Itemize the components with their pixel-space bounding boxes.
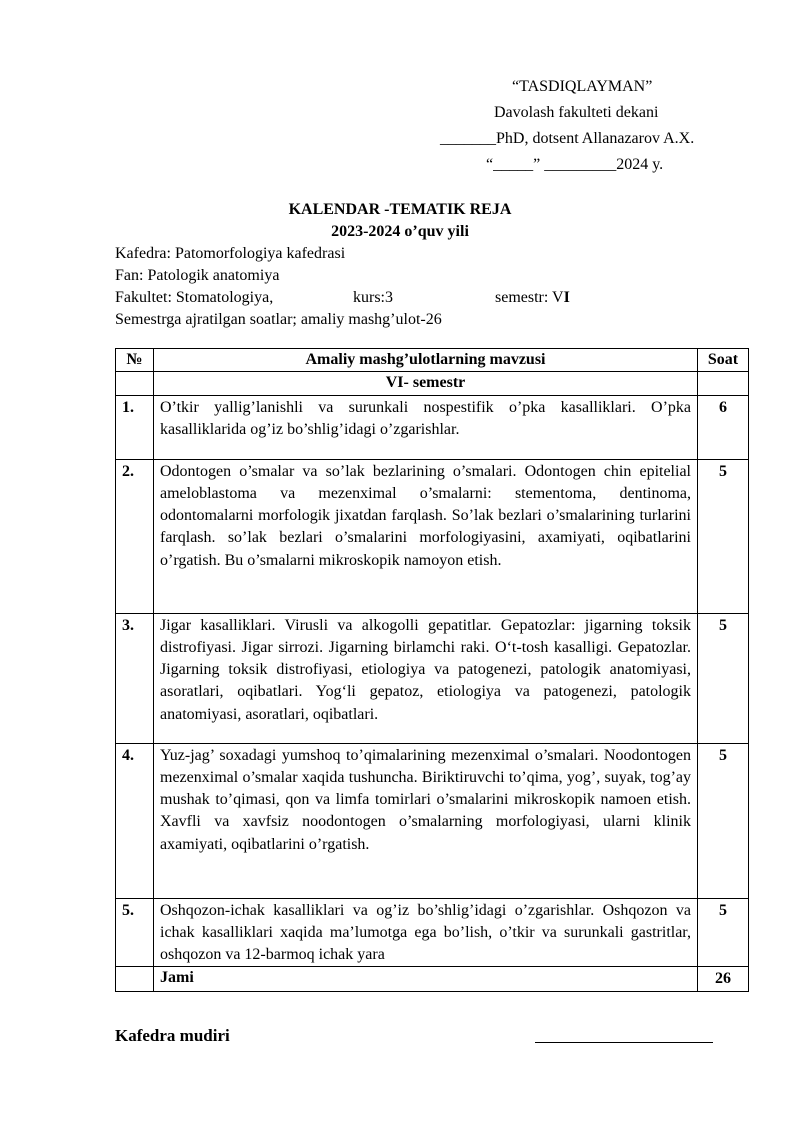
approval-dean-title: Davolash fakulteti dekani xyxy=(494,104,659,121)
total-label: Jami xyxy=(154,967,698,991)
row-number: 5. xyxy=(116,898,154,967)
header-topic: Amaliy mashg’ulotlarning mavzusi xyxy=(154,349,698,372)
row-hours: 5 xyxy=(698,898,749,967)
total-empty-cell xyxy=(116,967,154,991)
row-hours: 6 xyxy=(698,395,749,459)
row-number: 3. xyxy=(116,613,154,743)
semester-empty-cell xyxy=(116,372,154,395)
semester-label: VI- semestr xyxy=(154,372,698,395)
row-number: 4. xyxy=(116,743,154,898)
table-header-row xyxy=(116,349,749,372)
head-of-department-label: Kafedra mudiri xyxy=(115,1026,230,1045)
total-row xyxy=(116,967,749,991)
row-topic: O’tkir yallig’lanishli va surunkali nospestifik o’pka kasalliklari. O’pka kasalliklarida og’iz bo’shlig’idagi o’zgarishlar. xyxy=(154,395,698,459)
row-number: 2. xyxy=(116,459,154,613)
header-hours: Soat xyxy=(698,349,749,372)
approval-heading: “TASDIQLAYMAN” xyxy=(512,78,653,95)
schedule-table xyxy=(115,348,749,992)
row-hours: 5 xyxy=(698,613,749,743)
row-topic: Jigar kasalliklari. Virusli va alkogolli gepatitlar. Gepatozlar: jigarning toksik distrofiyasi. Jigar sirrozi. Jigarning birlamchi raki. O‘t-tosh kasalligi. Gepatozlar. Jigarning toksik distrofiyasi, etiologiya va patogenezi, patologik anatomiyasi, asoratlari, oqibatlari. Yog‘li gepatoz, etiologiya va patogenezi, patologik anatomiyasi, asoratlari, oqibatlari. xyxy=(154,613,698,743)
row-topic: Odontogen o’smalar va so’lak bezlarining o’smalari. Odontogen chin epitelial ameloblastoma va mezenximal o’smalarni: stementoma, dentinoma, odontomalarni morfologik jixatdan farqlash. So’lak bezlari o’smalarining turlarini farqlash. so’lak bezlari o’smalarini morfologiyasini, axamiyati, oqibatlarini o’rgatish. Bu o’smalarni mikroskopik namoyon etish. xyxy=(154,459,698,613)
approval-block xyxy=(430,74,770,178)
semester-prefix: semestr: V xyxy=(495,289,564,306)
course-year: kurs:3 xyxy=(353,289,393,306)
signature-line xyxy=(535,1042,713,1043)
total-hours: 26 xyxy=(698,967,749,991)
row-topic: Yuz-jag’ soxadagi yumshoq to’qimalarining mezenximal o’smalari. Noodontogen mezenximal o’smalar xaqida tushuncha. Biriktiruvchi to’qima, yog’, suyak, tog’ay mushak to’qimasi, qon va limfa tomirlari o’smalarini mikroskopik namoen etish. Xavfli va xavfsiz noodontogen o’smalarning morfologiyasi, ularni klinik axamiyati, oqibatlarini o’rgatish. xyxy=(154,743,698,898)
row-hours: 5 xyxy=(698,743,749,898)
table-row xyxy=(116,898,749,967)
semester-numeral: I xyxy=(563,289,570,306)
row-number: 1. xyxy=(116,395,154,459)
approval-signatory: _______PhD, dotsent Allanazarov A.X. xyxy=(440,130,695,147)
semester-text xyxy=(495,287,570,309)
subject-line: Fan: Patologik anatomiya xyxy=(115,267,280,284)
semester-row xyxy=(116,372,749,395)
header-number: № xyxy=(116,349,154,372)
document-title: KALENDAR -TEMATIK REJA xyxy=(288,201,512,218)
course-info xyxy=(115,243,755,331)
academic-year: 2023-2024 o’quv yili xyxy=(331,223,469,240)
approval-date: “_____” _________2024 y. xyxy=(486,156,664,173)
table-row xyxy=(116,459,749,613)
table-row xyxy=(116,743,749,898)
faculty-text: Fakultet: Stomatologiya, xyxy=(115,289,274,306)
row-hours: 5 xyxy=(698,459,749,613)
document-title-block xyxy=(0,199,800,243)
faculty-line xyxy=(115,287,755,309)
kafedra-line: Kafedra: Patomorfologiya kafedrasi xyxy=(115,245,346,262)
semester-empty-hours xyxy=(698,372,749,395)
table-row xyxy=(116,395,749,459)
allocated-hours-line: Semestrga ajratilgan soatlar; amaliy mashg’ulot-26 xyxy=(115,311,442,328)
row-topic: Oshqozon-ichak kasalliklari va og’iz bo’shlig’idagi o’zgarishlar. Oshqozon va ichak kasalliklari xaqida ma’lumotga ega bo’lish, o’tkir va surunkali gastritlar, oshqozon va 12-barmoq ichak yara xyxy=(154,898,698,967)
table-row xyxy=(116,613,749,743)
